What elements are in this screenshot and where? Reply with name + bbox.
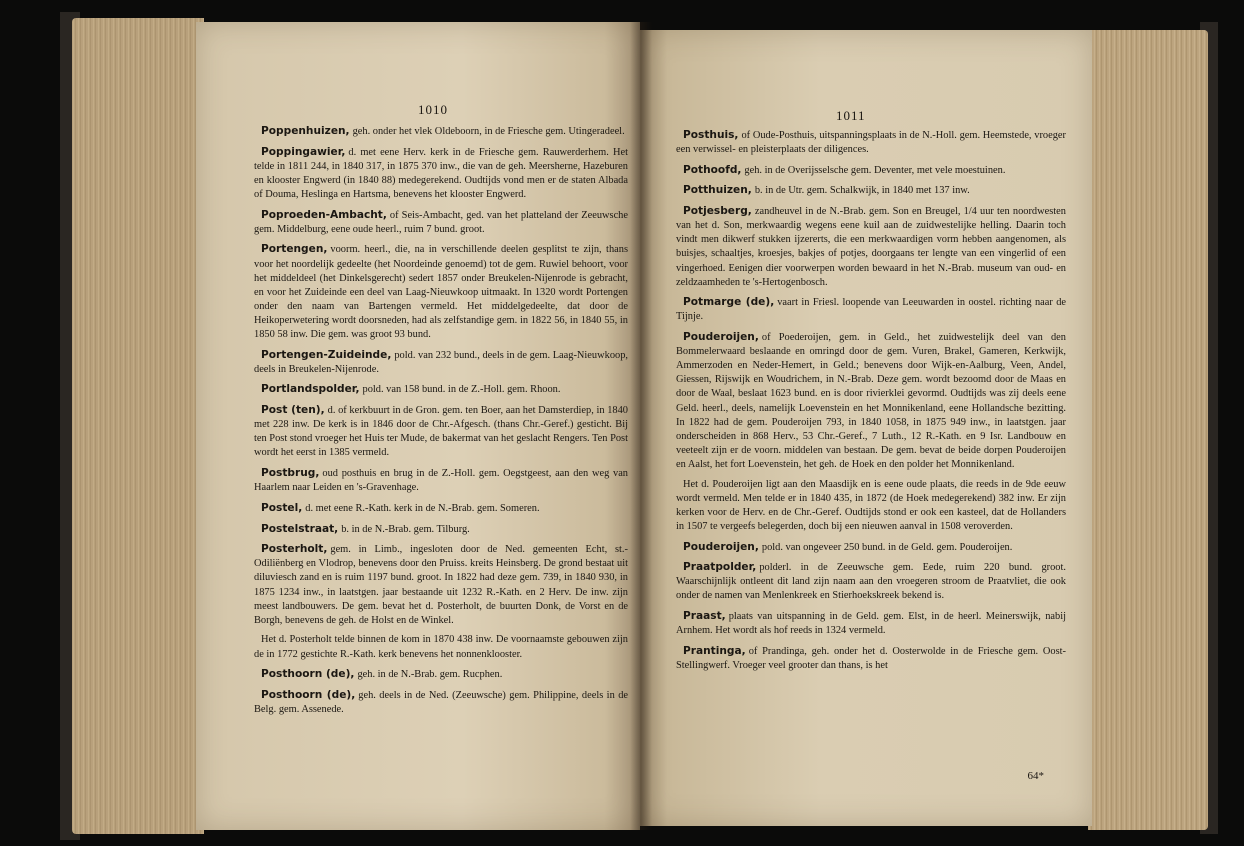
page-number: 1010 — [418, 102, 448, 117]
entry-body: polderl. in de Zeeuwsche gem. Eede, ruim 220 bund. groot. Waarschijnlijk ontleent dit land zijn naam aan den vroegeren stroom de Praatvliet, die ook onder de namen van Menlenkreek en Stierhoekskreek bekend is. — [676, 562, 1066, 602]
dictionary-entry — [254, 667, 628, 682]
dictionary-entry — [676, 163, 1066, 178]
dictionary-entry — [254, 124, 628, 139]
dictionary-entry — [676, 183, 1066, 198]
left-page — [196, 22, 640, 830]
entry-headword: Pouderoijen, — [683, 331, 759, 344]
entry-headword: Pothoofd, — [683, 163, 742, 176]
dictionary-entry — [676, 609, 1066, 638]
dictionary-entry — [254, 522, 628, 537]
entry-headword: Prantinga, — [683, 644, 746, 657]
dictionary-entry — [254, 542, 628, 628]
dictionary-entry — [254, 688, 628, 717]
dictionary-entry — [676, 644, 1066, 673]
entry-body: oud posthuis en brug in de Z.-Holl. gem. Oegstgeest, aan den weg van Haarlem naar Leiden en 's-Gravenhage. — [254, 468, 628, 494]
signature-mark: 64* — [1027, 770, 1044, 782]
dictionary-entry — [676, 330, 1066, 472]
dictionary-entry — [254, 466, 628, 495]
dictionary-entry — [254, 403, 628, 460]
entry-body: geh. deels in de Ned. (Zeeuwsche) gem. Philippine, deels in de Belg. gem. Assenede. — [254, 689, 628, 715]
entry-body: of Poederoijen, gem. in Geld., het zuidwestelijk deel van den Bommelerwaard beslaande en omringd door de gem. Vuren, Brakel, Gameren, Kerkwijk, Ammerzoden en Neder-Hemert, in Geld.; benevens door Wijk-en-Aalburg, Veen, Andel, Giessen, Rijswijk en Woudrichem, in N.-Brab. Deze gem. wordt bezoomd door de Maas en door de Waal, beslaat 1623 bund. en is door rivierklei gevormd. Oudtijds was zij deels eene Geld. heerl., deels, namelijk Loevenstein en het Monnikenland, eene Hollandsche bezitting. In 1822 had de gem. Pouderoijen 793, in 1840 1058, in 1875 949 inw., in laatstgen. jaar onderscheiden in 868 Herv., 53 Chr.-Geref., 7 Luth., 12 R.-Kath. en 9 Isr. Landbouw en veeteelt zijn er de voorn. middelen van bestaan. De gem. bevat de beide dorpen Pouderoijen en Aalst, het fort Loevenstein, het geh. de Hoek en den polder het Monnikenland. — [676, 332, 1066, 470]
dictionary-entry — [254, 633, 628, 661]
entry-body: pold. van ongeveer 250 bund. in de Geld. gem. Pouderoijen. — [761, 541, 1013, 553]
entry-headword: Praast, — [683, 610, 726, 623]
right-page-text — [676, 128, 1066, 679]
entry-body: Het d. Posterholt telde binnen de kom in 1870 438 inw. De voornaamste gebouwen zijn de in 1772 gestichte R.-Kath. kerk benevens het nonnenklooster. — [254, 634, 628, 660]
entry-headword: Postbrug, — [261, 467, 320, 480]
entry-body: geh. in de N.-Brab. gem. Rucphen. — [357, 669, 503, 681]
page-stack-left — [72, 18, 204, 834]
dictionary-entry — [254, 208, 628, 237]
entry-body: geh. onder het vlek Oldeboorn, in de Friesche gem. Utingeradeel. — [352, 126, 625, 137]
entry-body: d. met eene Herv. kerk in de Friesche gem. Rauwerderhem. Het telde in 1811 244, in 1840 317, in 1875 370 inw., die van de geh. Meersherne, Hazeburen en klooster Engwerd (in 1840 88) medegerekend. Oudtijds vond men er de staten Albada of Douma, Heslinga en Hartsma, benevens het klooster Engwerd. — [254, 146, 628, 200]
entry-body: b. in de N.-Brab. gem. Tilburg. — [341, 523, 470, 535]
entry-headword: Poppingawier, — [261, 145, 346, 158]
entry-body: zandheuvel in de N.-Brab. gem. Son en Breugel, 1/4 uur ten noordwesten van het d. Son, merkwaardig wegens eene kuil aan de zuidwestelijke helling. Daarin toch vindt men dikwerf stukken ijzererts, die een merkwaardigen vorm hebben aangenomen, als buisjes, schaaltjes, kroesjes, bakjes of potjes, doorgaans ter lengte van een vingerlid of een vingerhoed. Eenigen dier voorwerpen worden bewaard in het N.-Brab. museum van oud- en zeldzaamheden te 's-Hertogenbosch. — [676, 206, 1066, 288]
entry-headword: Pouderoijen, — [683, 540, 759, 553]
entry-body: of Oude-Posthuis, uitspanningsplaats in de N.-Holl. gem. Heemstede, vroeger een verwissel- en pleisterplaats der diligences. — [676, 130, 1066, 156]
entry-body: d. of kerkbuurt in de Gron. gem. ten Boer, aan het Damsterdiep, in 1840 met 228 inw. De kerk is in 1846 door de Chr.-Afgesch. (thans Chr.-Geref.) gesticht. Bij ten Post stond vroeger het Huis ter Mude, de bakermat van het geslacht Rengers. Ten Post wordt het eerst in 1385 vermeld. — [254, 405, 628, 459]
page-number: 1011 — [836, 108, 866, 123]
entry-body: pold. van 232 bund., deels in de gem. Laag-Nieuwkoop, deels in Breukelen-Nijenrode. — [254, 349, 628, 375]
entry-headword: Poproeden-Ambacht, — [261, 208, 387, 221]
right-page — [640, 30, 1092, 826]
entry-body: voorm. heerl., die, na in verschillende deelen gesplitst te zijn, thans voor het noordelijk gedeelte (het Noordeinde genoemd) tot de gem. Ruwiel behoort, voor het middeldeel (het Dinkelsgerecht) sedert 1857 onder Breukelen-Nijenrode is gebracht, en voor het Zuideinde een deel van Laag-Nieuwkoop uitmaakt. In 1320 wordt Portengen onder den naam van Bartengen vermeld. Het middelgedeelte, dat door de Heikoperwetering wordt doorsneden, had als zelfstandige gem. in 1822 56, in 1840 55, in 1850 58 inw. Die gem. was groot 93 bund. — [254, 244, 628, 340]
entry-headword: Posthoorn (de), — [261, 688, 356, 701]
entry-headword: Portengen-Zuideinde, — [261, 348, 392, 361]
entry-body: of Seis-Ambacht, ged. van het platteland der Zeeuwsche gem. Middelburg, eene oude heerl., ruim 7 bund. groot. — [254, 209, 628, 235]
entry-body: vaart in Friesl. loopende van Leeuwarden in oostel. richting naar de Tijnje. — [676, 297, 1067, 323]
entry-body: plaats van uitspanning in de Geld. gem. Elst, in de heerl. Meinerswijk, nabij Arnhem. Het wordt als hof reeds in 1324 vermeld. — [676, 611, 1066, 637]
entry-body: d. met eene R.-Kath. kerk in de N.-Brab. gem. Someren. — [305, 502, 540, 514]
dictionary-entry — [676, 560, 1066, 603]
dictionary-entry — [254, 145, 628, 202]
dictionary-entry — [676, 478, 1066, 534]
entry-body: pold. van 158 bund. in de Z.-Holl. gem. Rhoon. — [362, 384, 561, 396]
page-stack-right — [1088, 30, 1208, 830]
entry-headword: Post (ten), — [261, 404, 325, 417]
entry-headword: Potjesberg, — [683, 205, 752, 218]
book-gutter — [630, 22, 652, 830]
entry-headword: Potmarge (de), — [683, 296, 775, 309]
entry-body: gem. in Limb., ingesloten door de Ned. gemeenten Echt, st.-Odiliënberg en Vlodrop, benevens door den Pruiss. kreits Heinsberg. De grond bestaat uit diluviesch zand en is ruim 1197 bund. groot. In 1822 had deze gem. 739, in 1840 930, in 1875 1234 inw., in laatstgen. jaar bestaande uit 1232 R.-Kath. en 2 Herv. De inw. zijn meest landbouwers. De gem. bevat het d. Posterholt, de buurten Donk, de Vorst en de Borgh, benevens de geh. de Holst en de Winkel. — [254, 544, 628, 626]
entry-body: geh. in de Overijsselsche gem. Deventer, met vele moestuinen. — [744, 164, 1006, 176]
entry-headword: Portengen, — [261, 243, 328, 256]
entry-headword: Postel, — [261, 501, 303, 514]
entry-headword: Postelstraat, — [261, 522, 339, 535]
entry-headword: Posthuis, — [683, 129, 739, 141]
entry-headword: Praatpolder, — [683, 561, 757, 574]
dictionary-entry — [676, 128, 1066, 157]
left-page-text — [254, 124, 628, 723]
entry-body: Het d. Pouderoijen ligt aan den Maasdijk en is eene oude plaats, die reeds in de 9de eeuw wordt vermeld. Men telde er in 1840 435, in 1872 (de Hoek medegerekend) 382 inw. Er zijn kerken voor de Herv. en de Chr.-Geref. Oudtijds stond er ook een kasteel, dat de Hollanders in 1507 te vergeefs belegerden, doch bij een nieuwen aanval in 1508 veroverden. — [676, 478, 1066, 532]
dictionary-entry — [254, 348, 628, 377]
dictionary-entry — [676, 295, 1066, 324]
dictionary-entry — [254, 242, 628, 342]
dictionary-entry — [254, 501, 628, 516]
entry-body: b. in de Utr. gem. Schalkwijk, in 1840 met 137 inw. — [754, 185, 970, 197]
dictionary-entry — [676, 540, 1066, 555]
entry-headword: Poppenhuizen, — [261, 125, 350, 137]
entry-headword: Posterholt, — [261, 543, 328, 556]
entry-headword: Portlandspolder, — [261, 383, 360, 396]
dictionary-entry — [254, 382, 628, 397]
entry-headword: Potthuizen, — [683, 184, 752, 197]
dictionary-entry — [676, 204, 1066, 290]
entry-body: of Prandinga, geh. onder het d. Oosterwolde in de Friesche gem. Oost-Stellingwerf. Vroeger veel grooter dan thans, is het — [676, 645, 1066, 672]
entry-headword: Posthoorn (de), — [261, 668, 355, 681]
